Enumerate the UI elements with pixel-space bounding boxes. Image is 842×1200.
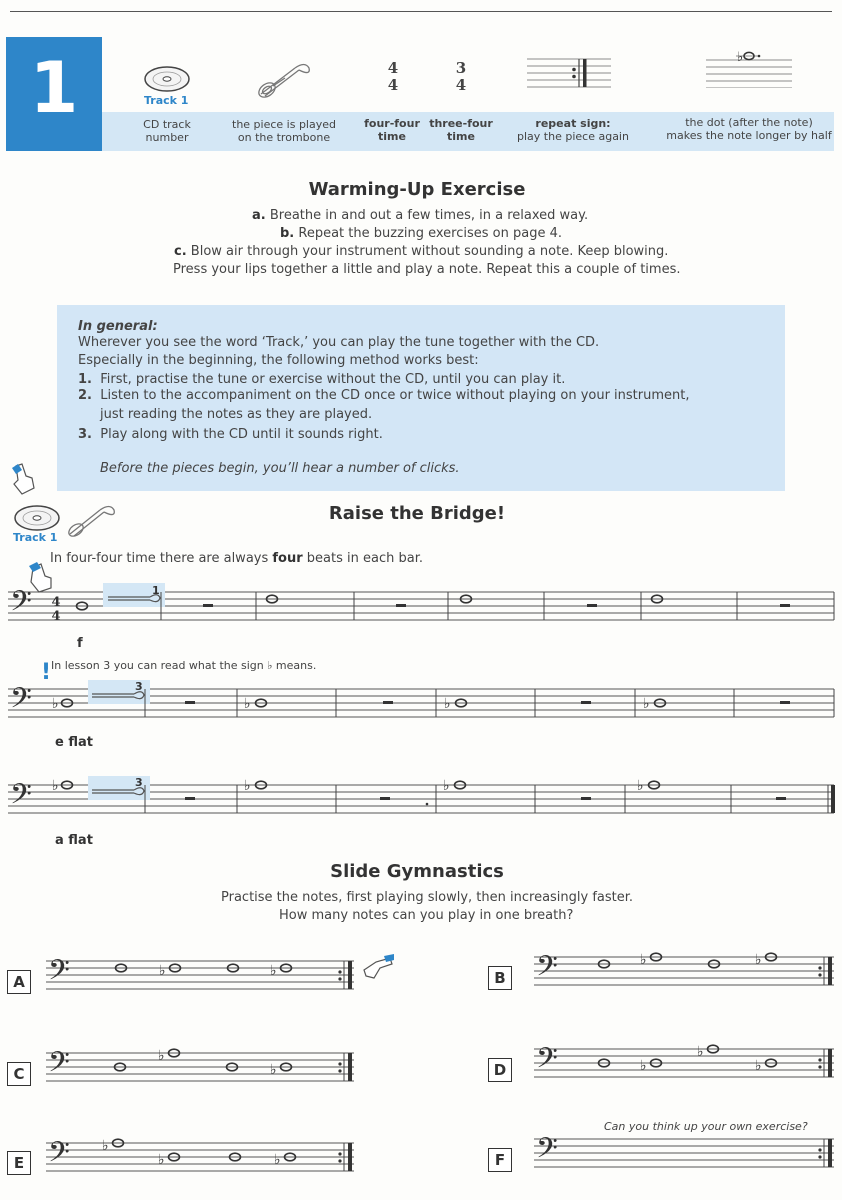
svg-text:♭: ♭	[274, 1152, 281, 1168]
staff-exercise-f	[534, 1126, 836, 1176]
svg-text:♭: ♭	[737, 50, 744, 65]
svg-text:♭: ♭	[244, 696, 251, 712]
svg-text:♭: ♭	[643, 696, 650, 712]
lesson-ref-text: In lesson 3 you can read what the sign ♭ means.	[51, 659, 317, 672]
note-name-f: f	[77, 636, 83, 651]
staff-exercise-a	[46, 948, 356, 998]
svg-text:3: 3	[455, 59, 467, 77]
note-name-aflat: a flat	[55, 833, 93, 848]
svg-text:♭: ♭	[270, 963, 277, 979]
svg-text:𝄢: 𝄢	[536, 950, 558, 990]
staff-exercise-b	[534, 944, 836, 994]
slide-line-2: How many notes can you play in one breath?	[279, 908, 574, 923]
top-rule	[10, 11, 832, 12]
exclamation-icon: !	[41, 660, 52, 685]
svg-text:𝄢: 𝄢	[10, 682, 32, 722]
pointing-hand-icon	[8, 462, 38, 496]
staff-exercise-e	[46, 1130, 356, 1180]
measure-number-3a: 3	[135, 680, 143, 693]
dotted-note-icon	[706, 48, 792, 88]
measure-number-1: 1	[152, 584, 160, 597]
time-sig-top: 4	[51, 595, 61, 610]
svg-text:♭: ♭	[52, 696, 59, 712]
raise-intro: In four-four time there are always four beats in each bar.	[50, 551, 423, 566]
staff-raise-3	[0, 773, 842, 825]
general-step-1: 1. First, practise the tune or exercise without the CD, until you can play it.	[78, 372, 566, 387]
general-heading: In general:	[78, 319, 158, 334]
svg-text:♭: ♭	[640, 952, 647, 968]
svg-text:♭: ♭	[158, 1048, 165, 1064]
cd-icon	[143, 64, 191, 94]
general-step-3: 3. Play along with the CD until it sounds right.	[78, 427, 383, 442]
exercise-label-a: A	[7, 970, 31, 994]
repeat-sign-icon	[527, 56, 611, 90]
warmup-step-c-cont: Press your lips together a little and play a note. Repeat this a couple of times.	[173, 262, 681, 277]
svg-text:♭: ♭	[755, 952, 762, 968]
svg-text:𝄢: 𝄢	[48, 954, 70, 994]
legend-caption-repeat: repeat sign: play the piece again	[517, 117, 629, 143]
staff-exercise-c	[46, 1040, 356, 1090]
legend-caption-dot: the dot (after the note) makes the note longer by half	[666, 116, 832, 142]
raise-title: Raise the Bridge!	[328, 503, 506, 524]
general-line-1: Wherever you see the word ‘Track,’ you can play the tune together with the CD.	[78, 335, 600, 350]
staff-raise-2	[0, 677, 842, 729]
note-name-eflat: e flat	[55, 735, 93, 750]
time-sig-bottom: 4	[51, 609, 61, 624]
exercise-label-e: E	[7, 1151, 31, 1175]
svg-text:4: 4	[387, 59, 399, 77]
exercise-label-f: F	[488, 1148, 512, 1172]
general-step-2-cont: just reading the notes as they are played.	[100, 407, 373, 422]
general-step-2: 2. Listen to the accompaniment on the CD once or twice without playing on your instrument,	[78, 388, 690, 403]
measure-number-3b: 3	[135, 776, 143, 789]
svg-text:𝄢: 𝄢	[48, 1046, 70, 1086]
svg-text:♭: ♭	[270, 1062, 277, 1078]
four-four-time-icon	[383, 58, 403, 94]
staff-exercise-d	[534, 1036, 836, 1086]
general-clicks-note: Before the pieces begin, you’ll hear a number of clicks.	[100, 461, 460, 476]
warmup-step-b: b. Repeat the buzzing exercises on page 4.	[280, 226, 563, 241]
general-line-2: Especially in the beginning, the following method works best:	[78, 353, 479, 368]
svg-text:𝄢: 𝄢	[536, 1132, 558, 1172]
slide-title: Slide Gymnastics	[330, 861, 504, 882]
legend-caption-trombone: the piece is played on the trombone	[232, 118, 336, 144]
staff-raise-1	[0, 580, 842, 632]
svg-text:♭: ♭	[755, 1058, 762, 1074]
bass-clef-icon: 𝄢	[10, 585, 32, 625]
legend-caption-cd: CD track number	[143, 118, 191, 144]
svg-text:♭: ♭	[244, 778, 251, 794]
svg-text:♭: ♭	[640, 1058, 647, 1074]
slide-line-1: Practise the notes, first playing slowly, then increasingly faster.	[221, 890, 634, 905]
svg-text:♭: ♭	[443, 778, 450, 794]
exercise-label-c: C	[7, 1062, 31, 1086]
svg-text:♭: ♭	[158, 1152, 165, 1168]
trombone-icon	[255, 56, 315, 100]
svg-text:𝄢: 𝄢	[48, 1136, 70, 1176]
own-exercise-prompt: Can you think up your own exercise?	[604, 1120, 808, 1133]
svg-text:𝄢: 𝄢	[10, 778, 32, 818]
lesson-number: 1	[29, 47, 79, 129]
svg-text:♭: ♭	[697, 1044, 704, 1060]
pointing-hand-icon-3	[360, 952, 396, 982]
svg-text:4: 4	[387, 76, 399, 94]
warmup-title: Warming-Up Exercise	[308, 179, 526, 200]
svg-text:♭: ♭	[102, 1138, 109, 1154]
legend-caption-four-four: four-four time	[364, 117, 420, 143]
exercise-label-b: B	[488, 966, 512, 990]
svg-text:♭: ♭	[159, 963, 166, 979]
svg-text:♭: ♭	[444, 696, 451, 712]
warmup-step-c: c. Blow air through your instrument without sounding a note. Keep blowing.	[174, 244, 669, 259]
raise-track-label: Track 1	[13, 531, 58, 544]
exercise-label-d: D	[488, 1058, 512, 1082]
svg-text:4: 4	[455, 76, 467, 94]
svg-text:𝄢: 𝄢	[536, 1042, 558, 1082]
svg-text:♭: ♭	[52, 778, 59, 794]
warmup-step-a: a. Breathe in and out a few times, in a relaxed way.	[252, 208, 589, 223]
svg-text:♭: ♭	[637, 778, 644, 794]
legend-track-label: Track 1	[144, 94, 189, 107]
legend-caption-three-four: three-four time	[429, 117, 493, 143]
three-four-time-icon	[451, 58, 471, 94]
